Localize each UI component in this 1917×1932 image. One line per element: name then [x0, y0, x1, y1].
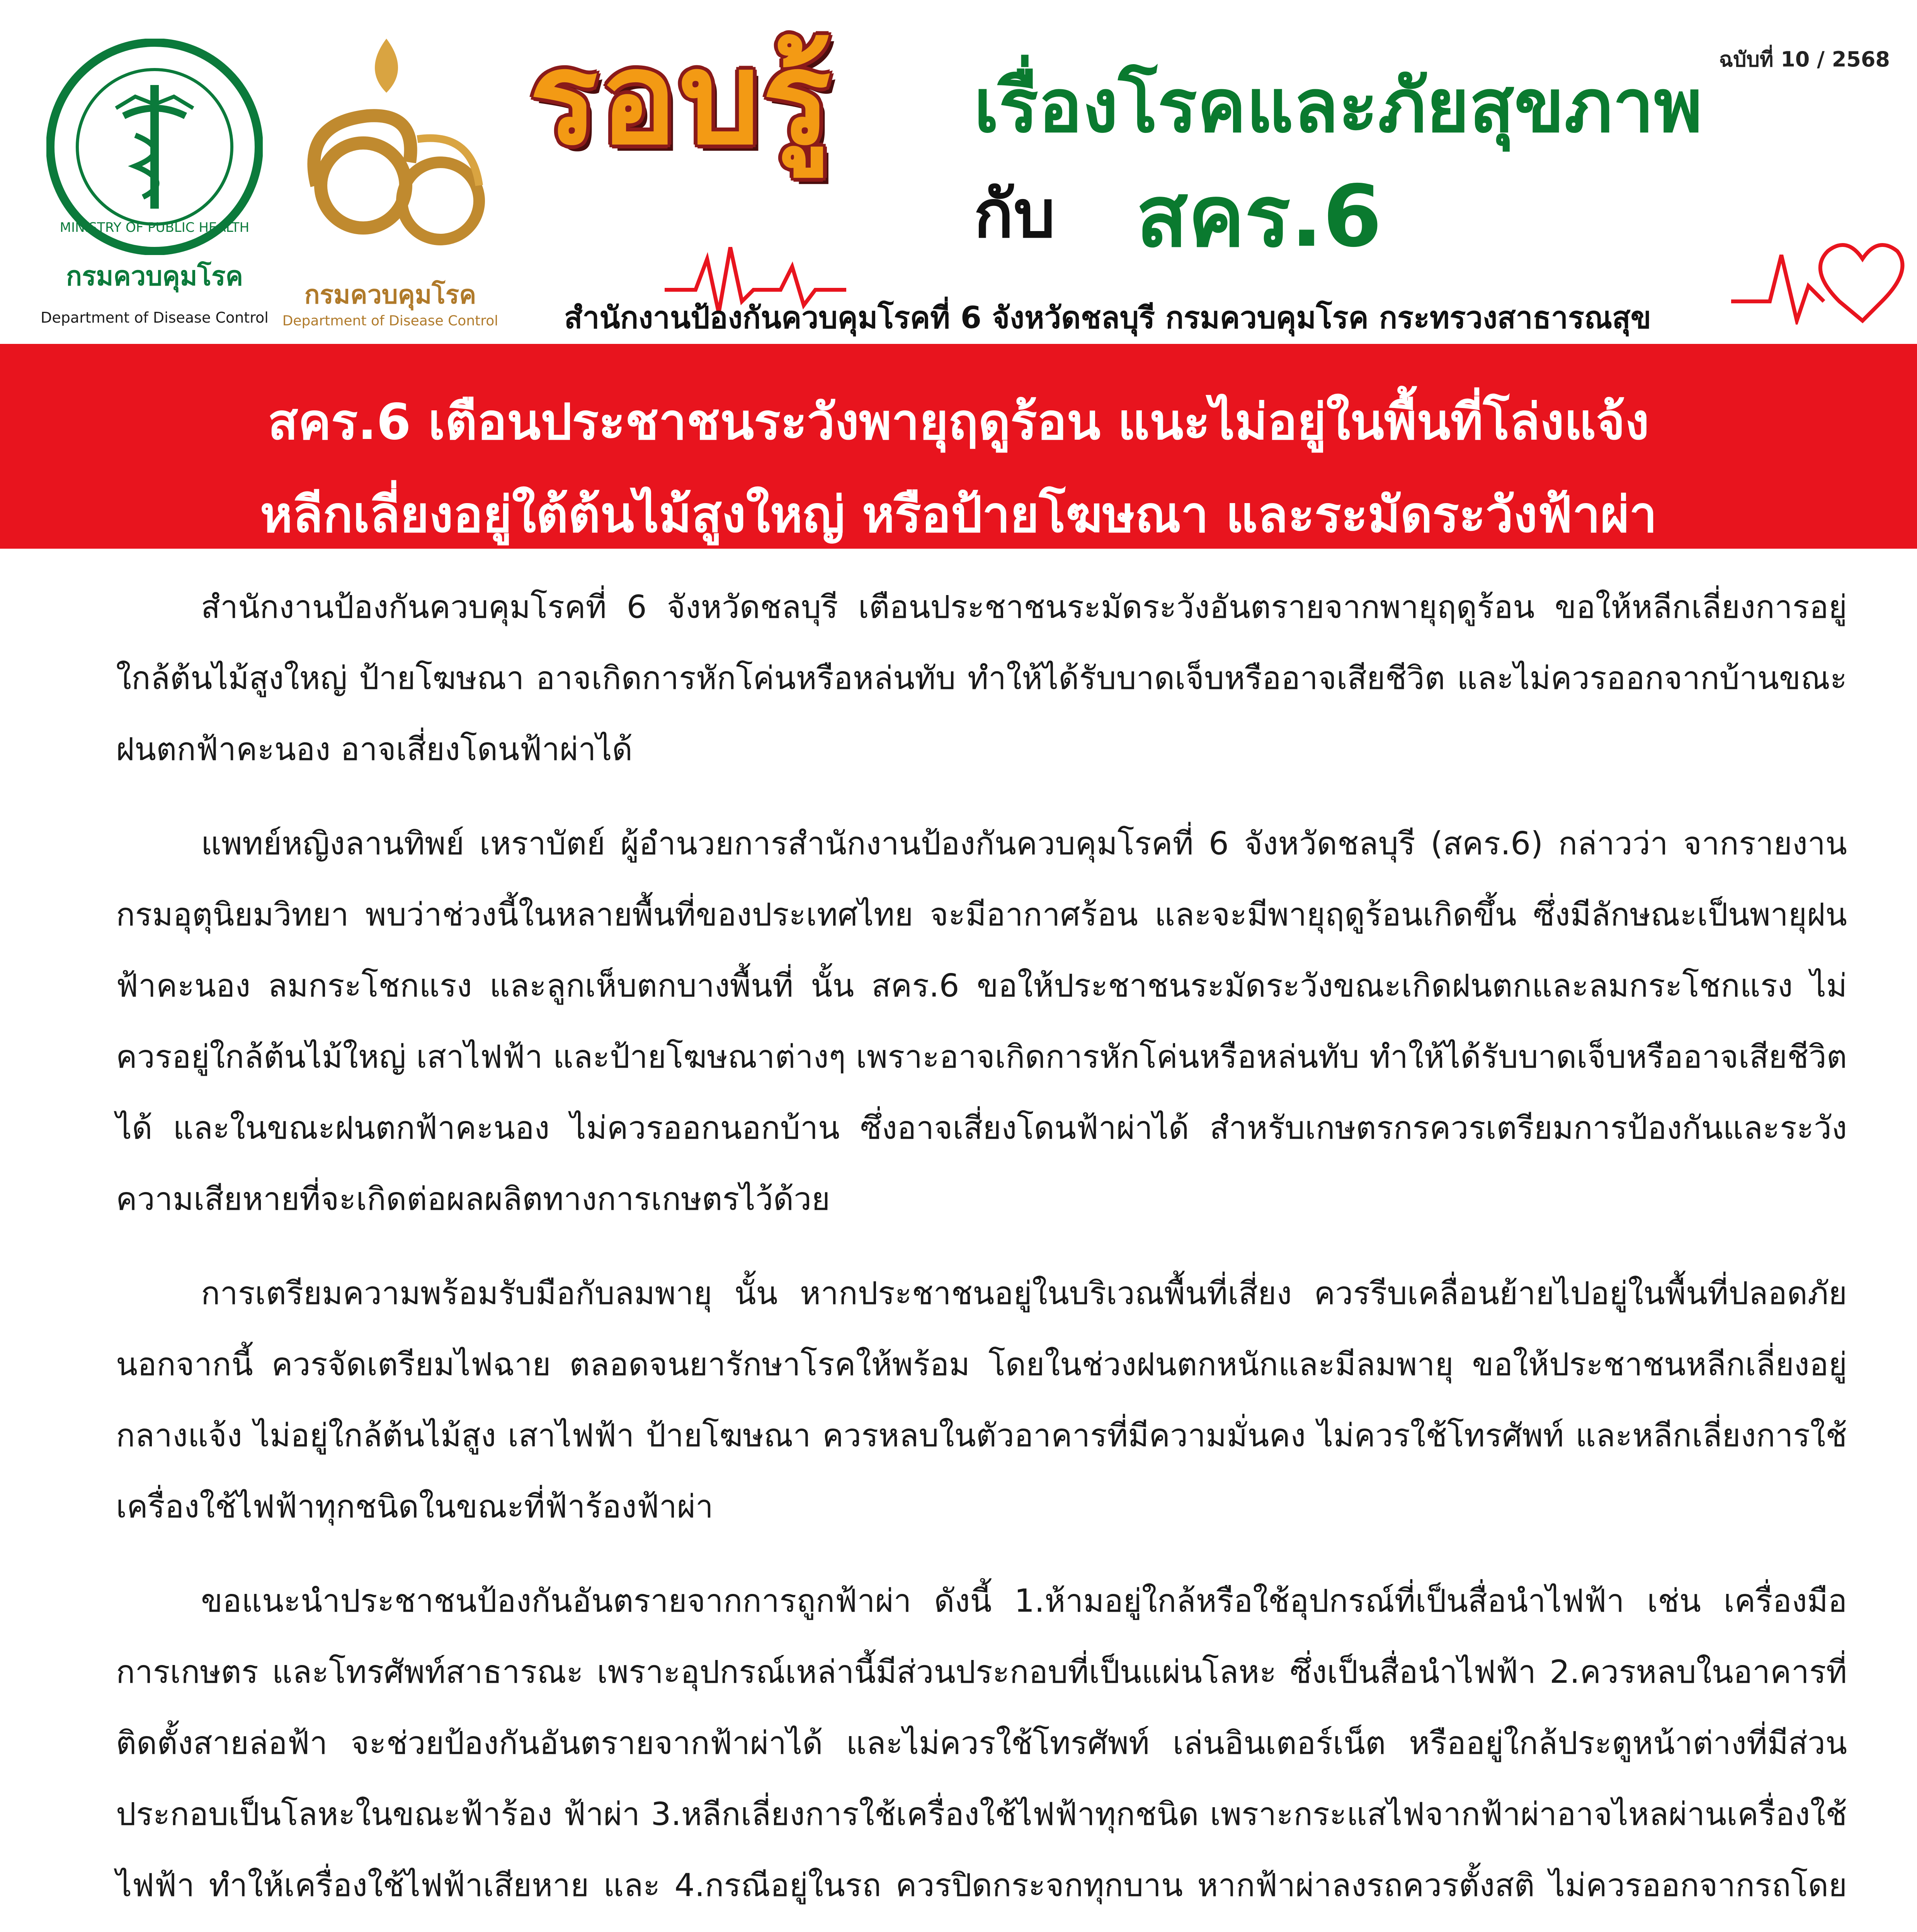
anniversary-logo-name-en: Department of Disease Control — [282, 313, 498, 329]
paragraph-1: สำนักงานป้องกันควบคุมโรคที่ 6 จังหวัดชลบุรี เตือนประชาชนระมัดระวังอันตรายจากพายุฤดูร้อน ขอให้หลีกเลี่ยงการอยู่ใกล้ต้นไม้สูงใหญ่ ป้ายโฆษณา อาจเกิดการหักโค่นหรือหล่นทับ ทำให้ได้รับบาดเจ็บหรืออาจเสียชีวิต และไม่ควรออกจากบ้านขณะฝนตกฟ้าคะนอง อาจเสี่ยงโดนฟ้าผ่าได้ — [116, 589, 1847, 768]
headline-line-2: หลีกเลี่ยงอยู่ใต้ต้นไม้สูงใหญ่ หรือป้ายโฆษณา และระมัดระวังฟ้าผ่า — [260, 486, 1657, 544]
anniversary-logo-name: กรมควบคุมโรค — [304, 280, 476, 310]
with-label: กับ — [974, 176, 1055, 253]
paragraph-3: การเตรียมความพร้อมรับมือกับลมพายุ นั้น หากประชาชนอยู่ในบริเวณพื้นที่เสี่ยง ควรรีบเคลื่อนย้ายไปอยู่ในพื้นที่ปลอดภัย นอกจากนี้ ควรจัดเตรียมไฟฉาย ตลอดจนยารักษาโรคให้พร้อม โดยในช่วงฝนตกหนักและมีลมพายุ ขอให้ประชาชนหลีกเลี่ยงอยู่กลางแจ้ง ไม่อยู่ใกล้ต้นไม้สูง เสาไฟฟ้า ป้ายโฆษณา ควรหลบในตัวอาคารที่มีความมั่นคง ไม่ควรใช้โทรศัพท์ และหลีกเลี่ยงการใช้เครื่องใช้ไฟฟ้าทุกชนิดในขณะที่ฟ้าร้องฟ้าผ่า — [116, 1275, 1847, 1525]
odpc-name: สคร.6 — [1136, 167, 1382, 266]
subject-title: เรื่องโรคและภัยสุขภาพ — [974, 63, 1703, 149]
headline-line-1: สคร.6 เตือนประชาชนระวังพายุฤดูร้อน แนะไม่อยู่ในพื้นที่โล่งแจ้ง — [268, 393, 1649, 451]
article-body — [116, 572, 1847, 1932]
heart-icon — [1820, 245, 1903, 321]
office-line: สำนักงานป้องกันควบคุมโรคที่ 6 จังหวัดชลบุรี กรมควบคุมโรค กระทรวงสาธารณสุข — [564, 301, 1652, 335]
ministry-seal-logo — [46, 39, 263, 255]
paragraph-2: แพทย์หญิงลานทิพย์ เหราบัตย์ ผู้อำนวยการสำนักงานป้องกันควบคุมโรคที่ 6 จังหวัดชลบุรี (สคร.6) กล่าวว่า จากรายงานกรมอุตุนิยมวิทยา พบว่าช่วงนี้ในหลายพื้นที่ของประเทศไทย จะมีอากาศร้อน และจะมีพายุฤดูร้อนเกิดขึ้น ซึ่งมีลักษณะเป็นพายุฝนฟ้าคะนอง ลมกระโชกแรง และลูกเห็บตกบางพื้นที่ นั้น สคร.6 ขอให้ประชาชนระมัดระวังขณะเกิดฝนตกและลมกระโชกแรง ไม่ควรอยู่ใกล้ต้นไม้ใหญ่ เสาไฟฟ้า และป้ายโฆษณาต่างๆ เพราะอาจเกิดการหักโค่นหรือหล่นทับ ทำให้ได้รับบาดเจ็บหรืออาจเสียชีวิตได้ และในขณะฝนตกฟ้าคะนอง ไม่ควรออกนอกบ้าน ซึ่งอาจเสี่ยงโดนฟ้าผ่าได้ สำหรับเกษตรกรควรเตรียมการป้องกันและระวังความเสียหายที่จะเกิดต่อผลผลิตทางการเกษตรไว้ด้วย — [116, 825, 1847, 1218]
paragraph-4: ขอแนะนำประชาชนป้องกันอันตรายจากการถูกฟ้าผ่า ดังนี้ 1.ห้ามอยู่ใกล้หรือใช้อุปกรณ์ที่เป็นสื่อนำไฟฟ้า เช่น เครื่องมือการเกษตร และโทรศัพท์สาธารณะ เพราะอุปกรณ์เหล่านี้มีส่วนประกอบที่เป็นแผ่นโลหะ ซึ่งเป็นสื่อนำไฟฟ้า 2.ควรหลบในอาคารที่ติดตั้งสายล่อฟ้า จะช่วยป้องกันอันตรายจากฟ้าผ่าได้ และไม่ควรใช้โทรศัพท์ เล่นอินเตอร์เน็ต หรืออยู่ใกล้ประตูหน้าต่างที่มีส่วนประกอบเป็นโลหะในขณะฟ้าร้อง ฟ้าผ่า 3.หลีกเลี่ยงการใช้เครื่องใช้ไฟฟ้าทุกชนิด เพราะกระแสไฟจากฟ้าผ่าอาจไหลผ่านเครื่องใช้ไฟฟ้า ทำให้เครื่องใช้ไฟฟ้าเสียหาย และ 4.กรณีอยู่ในรถ ควรปิดกระจกทุกบาน หากฟ้าผ่าลงรถควรตั้งสติ ไม่ควรออกจากรถโดย — [116, 1583, 1847, 1904]
ministry-name-en: Department of Disease Control — [41, 309, 269, 326]
svg-text:MINISTRY OF PUBLIC HEALTH: MINISTRY OF PUBLIC HEALTH — [60, 220, 250, 235]
brand-title: รอบรู้ — [529, 24, 833, 173]
ministry-name: กรมควบคุมโรค — [66, 261, 243, 292]
anniversary-logo — [270, 23, 502, 274]
issue-number: ฉบับที่ 10 / 2568 — [1719, 47, 1890, 71]
